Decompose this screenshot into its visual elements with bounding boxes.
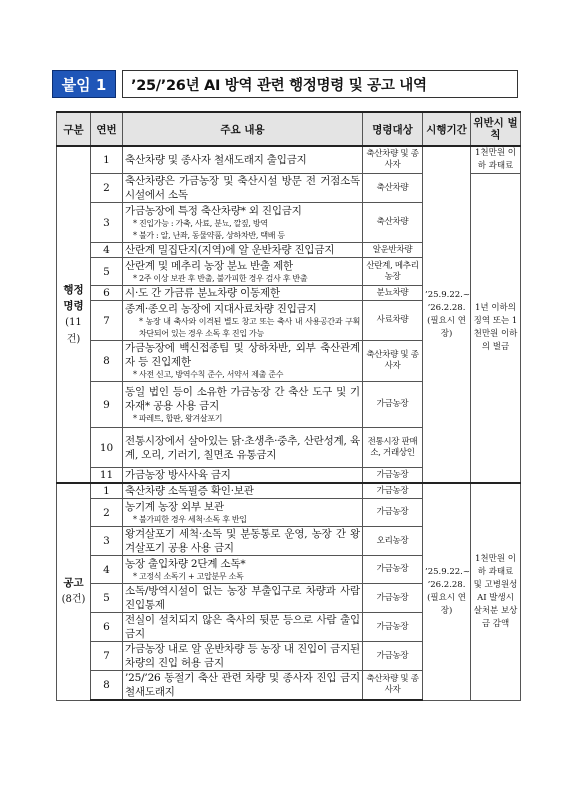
attachment-tag: 붙임 1 [52,70,116,98]
row-target: 가금농장 [363,499,423,527]
row-number: 2 [91,499,123,527]
col-penalty: 위반시 벌칙 [471,112,521,146]
notice-category-label: 공고 [63,577,84,590]
table-row [57,146,521,174]
row-content [123,468,363,484]
row-note: * 고정식 소독기 + 고압분무 소독 [133,571,244,581]
row-target: 사료차량 [363,301,423,341]
row-content-text: 가금농장에 백신접종팀 및 상하차반, 외부 축산관계자 등 진입제한 [125,342,360,368]
row-target: 축산차량 및 종사자 [363,671,423,701]
row-number: 8 [91,341,123,382]
col-number: 연번 [91,112,123,146]
row-number: 1 [91,146,123,174]
notice-count: (8건) [61,594,86,606]
row-target: 알운반차량 [363,243,423,258]
row-number: 7 [91,301,123,341]
row-number: 10 [91,428,123,468]
row-number: 3 [91,203,123,243]
row-content-text: 축산차량 소독필증 확인·보관 [125,485,254,497]
notice-category-cell [57,483,91,700]
admin-category-label: 행정 명령 [63,283,84,312]
row-content-text: 축산차량 및 종사자 철새도래지 출입금지 [125,154,307,166]
table-row [57,483,521,499]
row-content [123,174,363,203]
row-number: 4 [91,243,123,258]
row-number: 1 [91,483,123,499]
row-content-text: 축산차량은 가금농장 및 축산시설 방문 전 거점소독시설에서 소독 [125,175,360,201]
row-target: 가금농장 [363,613,423,642]
row-target: 오리농장 [363,527,423,556]
row-target: 가금농장 [363,468,423,484]
document-title: ’25/’26년 AI 방역 관련 행정명령 및 공고 내역 [122,70,518,98]
row-number: 6 [91,613,123,642]
col-period: 시행기간 [423,112,471,146]
row-content [123,243,363,258]
row-target: 가금농장 [363,556,423,584]
row-content-text: 농장 출입차량 2단계 소독* [125,557,246,570]
col-target: 명령대상 [363,112,423,146]
row-note: * 사전 신고, 방역수칙 준수, 서약서 제출 준수 [133,370,284,379]
attachment-header [52,70,518,98]
row-content [123,483,363,499]
orders-table [56,111,521,701]
row-content-text: 소독/방역시설이 없는 농장 부출입구로 차량과 사람 진입통제 [125,585,360,611]
admin-penalty-row1: 1천만원 이하 과태료 [471,146,521,174]
notice-penalty: 1천만원 이하 과태료 및 고병원성 AI 발생시 살처분 보상금 감액 [471,483,521,700]
notice-period: ’25.9.22.~ ’26.2.28. (필요시 연장) [423,483,471,700]
row-target: 분뇨차량 [363,286,423,301]
row-content [123,382,363,428]
row-content-text: 종계·종오리 농장에 지대사료차량 진입금지 [125,302,317,315]
row-content [123,146,363,174]
row-note: * 진입가능 : 가축, 사료, 분뇨, 깔짚, 방역 [133,218,268,228]
table-header-row [57,112,521,146]
row-content [123,258,363,286]
row-content-text: 산란계 및 메추리 농장 분뇨 반출 제한 [125,259,293,272]
row-content [123,613,363,642]
row-content-text: 전통시장에서 살아있는 닭·초생추·중추, 산란성계, 육계, 오리, 기러기, 칠면조 유통금지 [125,434,360,461]
row-target: 전통시장 판매소, 거래상인 [363,428,423,468]
row-content [123,642,363,671]
row-content-text: 산란계 밀집단지(지역)에 알 운반차량 진입금지 [125,244,335,256]
row-number: 5 [91,258,123,286]
admin-period: ’25.9.22.~ ’26.2.28. (필요시 연장) [423,146,471,483]
row-content-text: 가금농장 방사사육 금지 [125,469,231,481]
row-target: 축산차량 및 종사자 [363,146,423,174]
row-target: 가금농장 [363,584,423,613]
row-target: 가금농장 [363,483,423,499]
row-number: 3 [91,527,123,556]
row-target: 가금농장 [363,642,423,671]
row-content-text: 왕겨살포기 세척·소독 및 분동통로 운영, 농장 간 왕겨살포기 공용 사용 금지 [125,528,360,554]
row-note: * 농장 내 축사와 이격된 별도 창고 또는 축사 내 사용공간과 구획차단되어 있는 경우 소독 후 진입 가능 [139,316,360,338]
col-category: 구분 [57,112,91,146]
col-content: 주요 내용 [123,112,363,146]
row-number: 6 [91,286,123,301]
row-number: 11 [91,468,123,484]
row-note: * 2주 이상 보관 후 반출, 불가피한 경우 검사 후 반출 [133,273,308,283]
row-content-text: 전실이 설치되지 않은 축사의 뒷문 등으로 사람 출입 금지 [125,614,360,640]
row-target: 축산차량 [363,174,423,203]
row-content-text: ’25/’26 동절기 축산 관련 차량 및 종사자 진입 금지 철새도래지 [125,672,360,698]
row-target: 가금농장 [363,382,423,428]
row-content [123,428,363,468]
row-content [123,584,363,613]
row-content [123,527,363,556]
row-target: 산란계, 메추리 농장 [363,258,423,286]
row-number: 8 [91,671,123,701]
row-number: 9 [91,382,123,428]
row-content [123,301,363,341]
row-number: 7 [91,642,123,671]
row-note: * 파레트, 합판, 왕겨살포기 [133,413,223,423]
row-content-text: 농기계 농장 외부 보관 [125,500,224,513]
admin-penalty: 1년 이하의 징역 또는 1천만원 이하의 벌금 [471,174,521,484]
row-target: 축산차량 및 종사자 [363,341,423,382]
row-content-text: 가금농장에 특정 축산차량* 외 진입금지 [125,204,302,217]
row-note: * 불가 : 알, 난좌, 동물약품, 상하차반, 택배 등 [133,230,285,240]
admin-category-cell [57,146,91,483]
row-note: * 불가피한 경우 세척·소독 후 반입 [133,514,247,524]
row-content-text: 가금농장 내로 알 운반차량 등 농장 내 진입이 금지된 차량의 진입 허용 금지 [125,643,360,669]
row-number: 2 [91,174,123,203]
row-content [123,341,363,382]
row-content [123,286,363,301]
row-content [123,203,363,243]
row-content [123,499,363,527]
row-content [123,671,363,701]
row-target: 축산차량 [363,203,423,243]
admin-count: (11건) [65,316,82,345]
row-number: 5 [91,584,123,613]
row-content [123,556,363,584]
row-content-text: 동일 법인 등이 소유한 가금농장 간 축산 도구 및 기자재* 공용 사용 금지 [125,385,360,412]
row-number: 4 [91,556,123,584]
row-content-text: 시·도 간 가금류 분뇨차량 이동제한 [125,287,280,299]
